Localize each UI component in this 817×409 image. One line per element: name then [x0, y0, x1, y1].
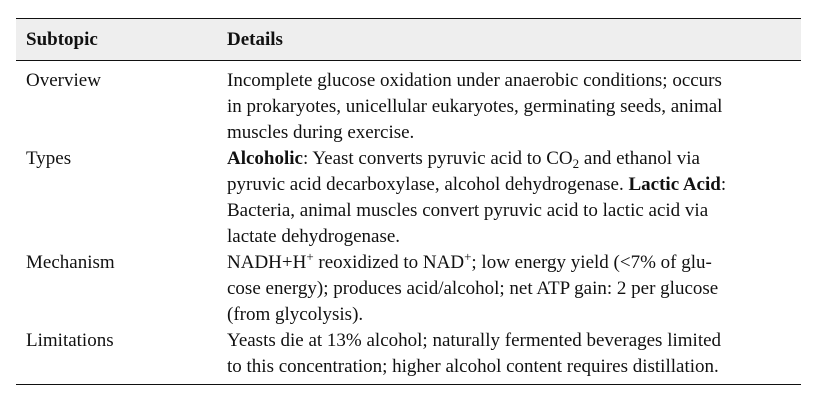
- plus-superscript: +: [306, 249, 314, 264]
- details-line: Bacteria, animal muscles convert pyruvic acid to lactic acid via: [227, 200, 709, 221]
- row-subtopic: Mechanism: [26, 252, 115, 273]
- term-alcoholic: Alcoholic: [227, 148, 303, 169]
- details-line: in prokaryotes, unicellular eukaryotes, germinating seeds, animal: [227, 96, 723, 117]
- fermentation-table: [16, 18, 801, 385]
- line-text: reoxidized to NAD: [313, 252, 465, 273]
- row-subtopic: Types: [26, 148, 72, 169]
- line-text: pyruvic acid decarboxylase, alcohol dehydrogenase.: [227, 174, 629, 195]
- line-text: NADH+H: [227, 252, 307, 273]
- row-subtopic: Overview: [26, 70, 101, 91]
- table-row-types: [16, 146, 801, 250]
- row-details: [227, 250, 790, 328]
- table-row-overview: [16, 63, 801, 146]
- table-row-mechanism: [16, 250, 801, 328]
- row-details: [227, 328, 790, 380]
- alcoholic-text-a: : Yeast converts pyruvic acid to CO: [303, 148, 573, 169]
- row-subtopic: Limitations: [26, 330, 114, 351]
- header-details: Details: [227, 28, 283, 50]
- details-line: [227, 250, 790, 276]
- details-line: (from glycolysis).: [227, 304, 364, 325]
- co2-subscript: 2: [572, 156, 580, 171]
- plus-superscript: +: [464, 249, 472, 264]
- row-details: [227, 68, 790, 146]
- row-details: [227, 146, 790, 250]
- term-lactic-acid: Lactic Acid: [628, 174, 721, 195]
- details-line: [227, 172, 790, 198]
- table-row-limitations: [16, 328, 801, 380]
- details-line: Yeasts die at 13% alcohol; naturally fermented beverages limited: [227, 330, 722, 351]
- details-line: muscles during exercise.: [227, 122, 415, 143]
- line-text: :: [720, 174, 727, 195]
- header-subtopic: Subtopic: [26, 28, 98, 50]
- details-line: [227, 146, 790, 172]
- details-line: to this concentration; higher alcohol content requires distillation.: [227, 356, 719, 377]
- details-line: Incomplete glucose oxidation under anaerobic conditions; occurs: [227, 70, 722, 91]
- details-line: cose energy); produces acid/alcohol; net ATP gain: 2 per glucose: [227, 278, 719, 299]
- alcoholic-text-b: and ethanol via: [579, 148, 700, 169]
- table-header-row: [16, 19, 801, 60]
- table-bottom-rule: [16, 384, 801, 385]
- details-line: lactate dehydrogenase.: [227, 226, 401, 247]
- line-text: ; low energy yield (<7% of glu-: [471, 252, 712, 273]
- table-body: [16, 61, 801, 384]
